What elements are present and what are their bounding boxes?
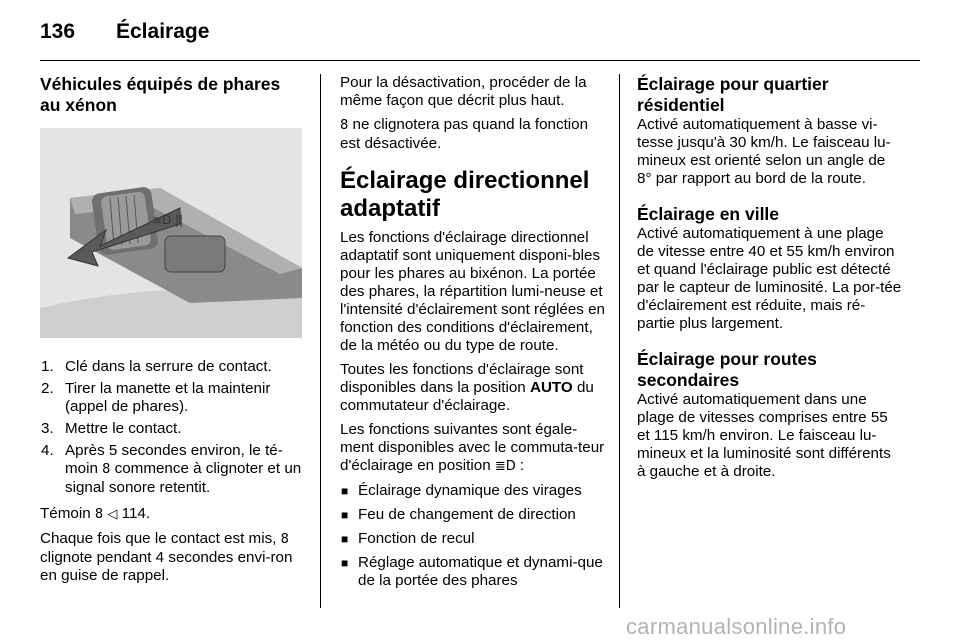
list-item: 2. Tirer la manette et la maintenir (appel de phares). <box>41 380 271 415</box>
note-paragraph: 8 ne clignotera pas quand la fonction est désactivée. <box>340 116 589 152</box>
list-item: ■ Feu de changement de direction <box>341 506 576 523</box>
auto-paragraph: Toutes les fonctions d'éclairage sont disponibles dans la position AUTO du commutateur d'éclairage. <box>340 361 594 414</box>
headlamp-warning-icon: 8 <box>280 532 289 547</box>
list-item: ■ Réglage automatique et dynami-que de la portée des phares <box>341 554 603 589</box>
reminder-paragraph: Chaque fois que le contact est mis, 8 clignote pendant 4 secondes envi-ron en guise de rappel. <box>40 530 293 584</box>
list-item: ■ Fonction de recul <box>341 530 475 547</box>
list-item: 4. Après 5 secondes environ, le té-moin 8 commence à clignoter et un signal sonore retentit. <box>41 442 302 496</box>
header-rule <box>40 60 920 61</box>
watermark: carmanualsonline.info <box>626 614 847 639</box>
section-heading-xenon: Véhicules équipés de phares au xénon <box>40 74 281 115</box>
low-beam-icon: ≣D <box>494 459 516 474</box>
residential-paragraph: Activé automatiquement à basse vi-tesse jusqu'à 30 km/h. Le faisceau lu-mineux est orienté selon un angle de 8° par rapport au bord de la route. <box>637 116 891 187</box>
section-heading-city: Éclairage en ville <box>637 204 780 224</box>
headlamp-warning-icon: 8 <box>102 462 111 477</box>
steps-list <box>40 358 302 497</box>
secondary-roads-paragraph: Activé automatiquement dans une plage de vitesses comprises entre 55 et 115 km/h environ. Le faisceau lu-mineux et la luminosité sont différents à gauche et à droite. <box>637 391 891 480</box>
page-header <box>40 16 920 50</box>
reference-arrow-icon: ◁ <box>107 507 118 522</box>
bullet-icon: ■ <box>341 484 349 498</box>
deactivation-paragraph: Pour la désactivation, procéder de la même façon que décrit plus haut. <box>340 74 587 109</box>
column-right <box>637 74 903 487</box>
functions-paragraph: Les fonctions suivantes sont égale-ment disponibles avec le commuta-teur d'éclairage en position ≣D : <box>340 421 605 474</box>
bullet-icon: ■ <box>341 508 349 522</box>
list-item: 3. Mettre le contact. <box>41 420 182 437</box>
bullet-icon: ■ <box>341 532 349 546</box>
bullet-icon: ■ <box>341 556 349 570</box>
list-item: 1. Clé dans la serrure de contact. <box>41 358 272 375</box>
section-heading-secondary-roads: Éclairage pour routes secondaires <box>637 349 817 390</box>
column-divider <box>619 74 620 608</box>
column-divider <box>320 74 321 608</box>
section-heading-afl: Éclairage directionnel adaptatif <box>340 167 590 222</box>
headlamp-warning-icon: 8 <box>340 118 349 133</box>
headlamp-warning-icon: 8 <box>94 507 104 522</box>
section-heading-residential: Éclairage pour quartier résidentiel <box>637 74 829 115</box>
column-left <box>40 74 302 591</box>
list-item: ■ Éclairage dynamique des virages <box>341 482 582 499</box>
city-paragraph: Activé automatiquement à une plage de vitesse entre 40 et 55 km/h environ et quand l'éclairage public est détecté par le capteur de luminosité. La por-tée d'éclairement est réduite, mais ré-partie plus largement. <box>637 225 902 332</box>
svg-text:≡D ||: ≡D || <box>152 213 184 227</box>
column-middle <box>340 74 605 596</box>
functions-list <box>340 482 605 590</box>
headlamp-stalk-image <box>40 128 302 338</box>
page-title: Éclairage <box>116 20 210 43</box>
stalk-illustration <box>40 128 302 338</box>
auto-label: AUTO <box>529 379 573 396</box>
afl-paragraph: Les fonctions d'éclairage directionnel adaptatif sont uniquement disponi-bles pour les phares au bixénon. La portée des phares, la répartition lumi-neuse et l'intensité d'éclairement sont réglées en fonction des conditions d'éclairement, de la météo ou du type de route. <box>340 229 605 354</box>
temoin-line: Témoin 8 ◁ 114. <box>40 505 151 522</box>
page-number: 136 <box>40 20 76 43</box>
